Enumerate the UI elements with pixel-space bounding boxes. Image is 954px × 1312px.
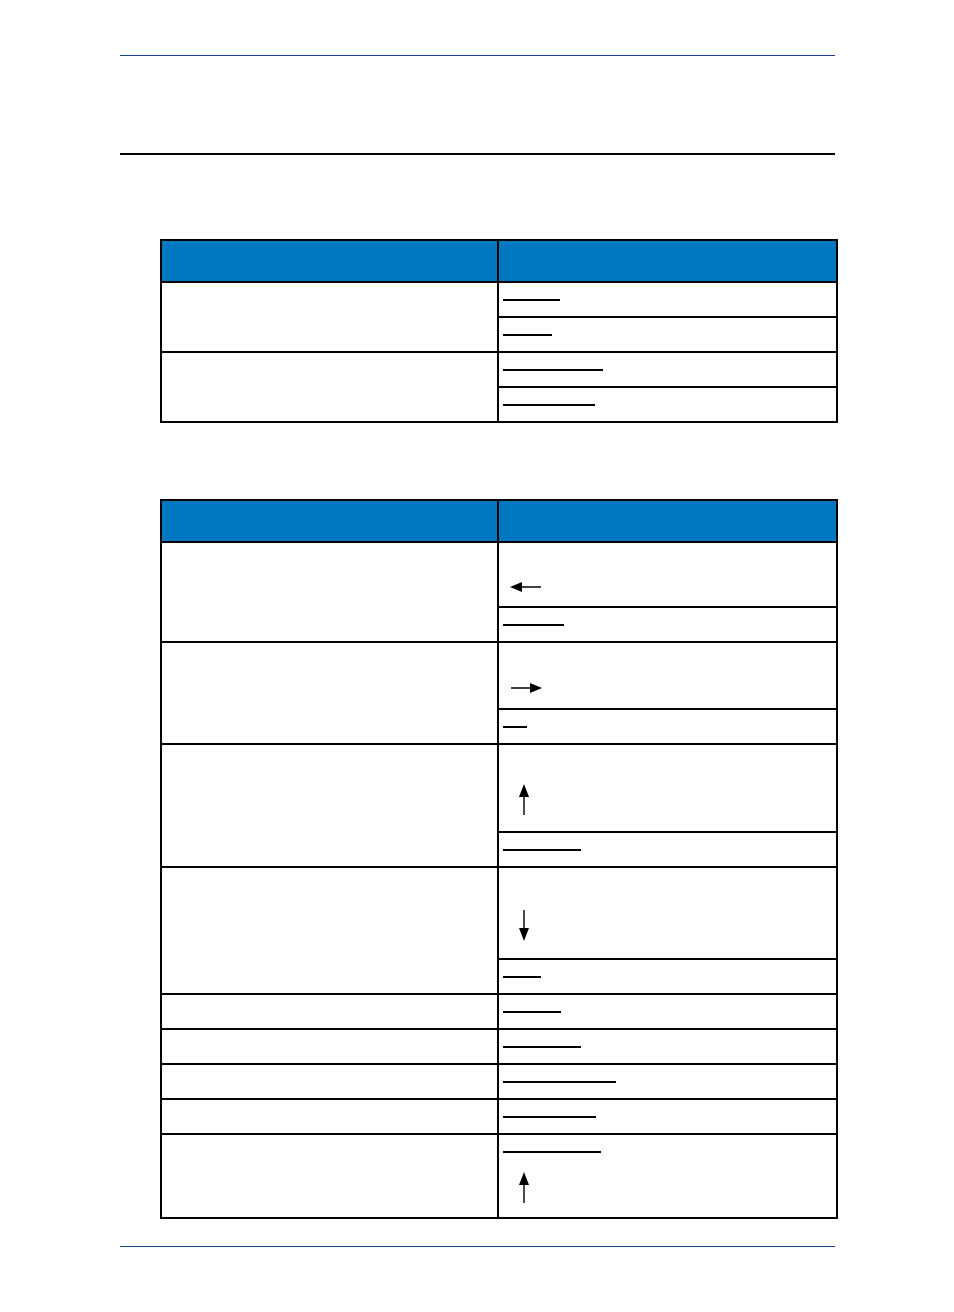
table-row bbox=[161, 994, 837, 1029]
header-cell-keys bbox=[498, 240, 837, 282]
arrow-left-icon bbox=[509, 580, 545, 594]
key-underline bbox=[503, 976, 541, 978]
key-cell bbox=[498, 994, 837, 1029]
key-underline bbox=[503, 1011, 561, 1013]
table-row bbox=[161, 1029, 837, 1064]
function-description bbox=[161, 867, 498, 994]
header-rule bbox=[120, 55, 835, 56]
table-row bbox=[161, 282, 837, 317]
key-cell bbox=[498, 1134, 837, 1218]
header-cell-function bbox=[161, 240, 498, 282]
key-underline bbox=[503, 726, 527, 728]
function-description bbox=[161, 1099, 498, 1134]
key-underline bbox=[503, 849, 581, 851]
key-cell bbox=[498, 1064, 837, 1099]
key-underline bbox=[503, 1116, 596, 1118]
function-description bbox=[161, 1134, 498, 1218]
key-cell bbox=[498, 959, 837, 994]
function-description bbox=[161, 744, 498, 867]
arrow-up-icon bbox=[517, 1171, 531, 1205]
key-cell bbox=[498, 542, 837, 607]
function-description bbox=[161, 1064, 498, 1099]
key-underline bbox=[503, 299, 560, 301]
key-underline bbox=[503, 369, 603, 371]
table-header-row bbox=[161, 500, 837, 542]
arrow-right-icon bbox=[509, 681, 545, 695]
table-row bbox=[161, 1134, 837, 1218]
key-cell bbox=[498, 387, 837, 422]
table-row bbox=[161, 352, 837, 387]
key-cell bbox=[498, 607, 837, 642]
table-row bbox=[161, 744, 837, 832]
key-cell bbox=[498, 317, 837, 352]
key-cell bbox=[498, 352, 837, 387]
shortcut-table-2 bbox=[160, 499, 838, 1219]
key-cell bbox=[498, 1099, 837, 1134]
header-cell-function bbox=[161, 500, 498, 542]
key-underline bbox=[503, 1046, 581, 1048]
key-underline bbox=[503, 1081, 616, 1083]
key-underline bbox=[503, 334, 552, 336]
function-description bbox=[161, 1029, 498, 1064]
table-row bbox=[161, 1099, 837, 1134]
table-row bbox=[161, 867, 837, 959]
key-cell bbox=[498, 1029, 837, 1064]
function-description bbox=[161, 542, 498, 642]
key-cell bbox=[498, 709, 837, 744]
key-underline bbox=[503, 404, 595, 406]
function-description bbox=[161, 352, 498, 422]
key-underline bbox=[503, 1151, 601, 1153]
arrow-down-icon bbox=[517, 908, 531, 942]
arrow-up-icon bbox=[517, 783, 531, 817]
key-cell bbox=[498, 642, 837, 709]
section-heading-rule bbox=[120, 153, 835, 155]
table-row bbox=[161, 1064, 837, 1099]
key-underline bbox=[503, 624, 564, 626]
key-cell bbox=[498, 832, 837, 867]
key-cell bbox=[498, 282, 837, 317]
footer-rule bbox=[120, 1246, 835, 1247]
function-description bbox=[161, 642, 498, 744]
key-cell bbox=[498, 867, 837, 959]
header-cell-keys bbox=[498, 500, 837, 542]
key-cell bbox=[498, 744, 837, 832]
function-description bbox=[161, 282, 498, 352]
shortcut-table-1 bbox=[160, 239, 838, 423]
table-row bbox=[161, 542, 837, 607]
table-header-row bbox=[161, 240, 837, 282]
function-description bbox=[161, 994, 498, 1029]
table-row bbox=[161, 642, 837, 709]
